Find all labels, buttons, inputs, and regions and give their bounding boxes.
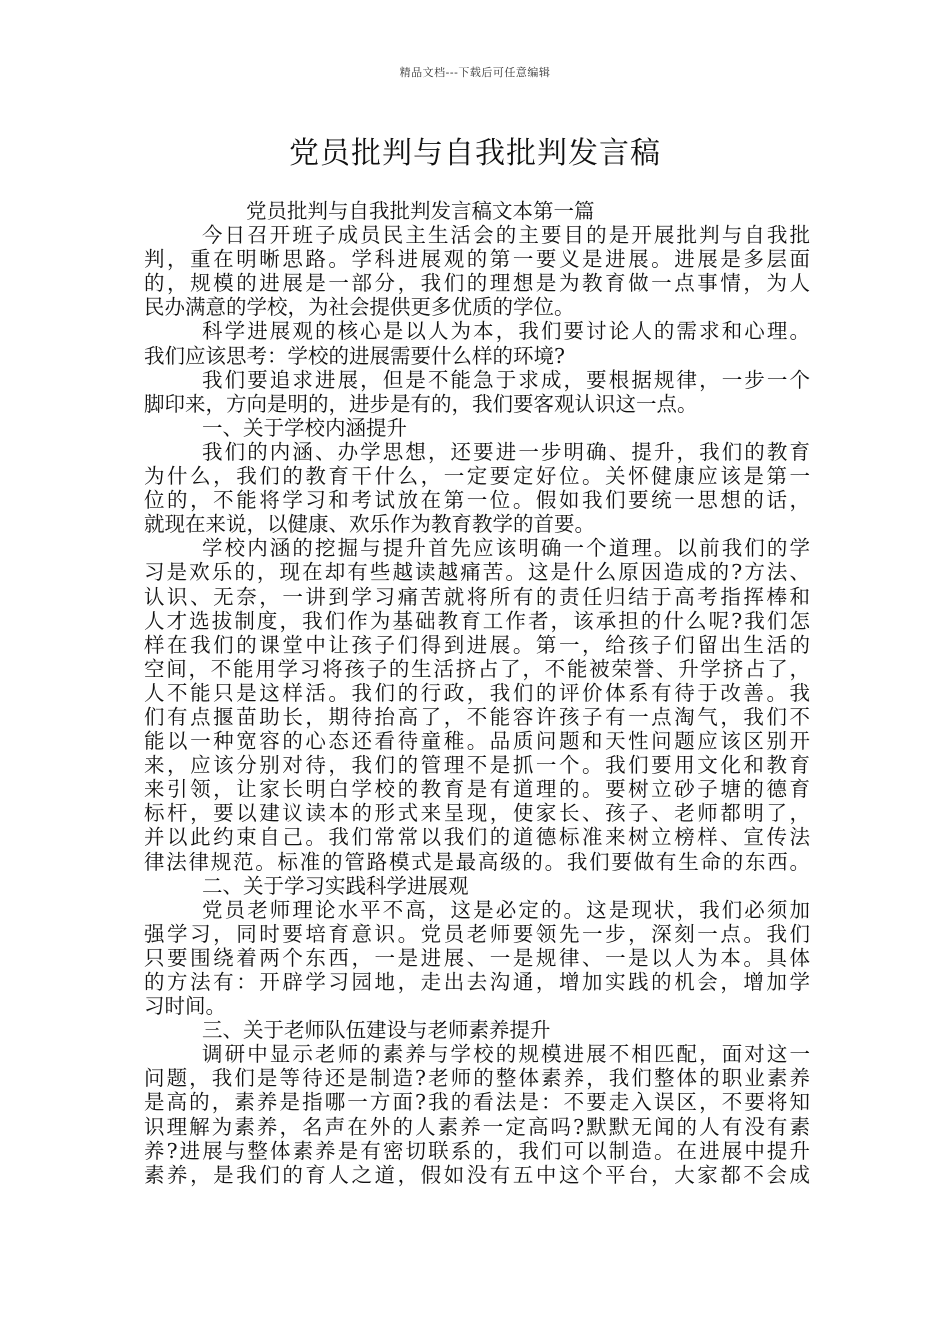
text-line: 三、关于老师队伍建设与老师素养提升 (202, 1018, 551, 1043)
text-line: 科学进展观的核心是以人为本，我们要讨论人的需求和心理。 (202, 319, 810, 344)
text-line: 来，应该分别对待，我们的管理不是抓一个。我们要用文化和教育 (144, 753, 810, 778)
text-line: 空间，不能用学习将孩子的生活挤占了，不能被荣誉、升学挤占了， (144, 656, 810, 681)
text-line: 党员批判与自我批判发言稿文本第一篇 (246, 199, 595, 223)
text-line: 来引领，让家长明白学校的教育是有道理的。要树立砂子塘的德育 (144, 777, 810, 802)
text-line: 党员老师理论水平不高，这是必定的。这是现状，我们必须加 (202, 897, 810, 922)
text-line: 能以一种宽容的心态还看待童稚。品质问题和天性问题应该区别开 (144, 729, 810, 754)
text-line: 一、关于学校内涵提升 (202, 415, 407, 440)
text-line: 我们应该思考：学校的进展需要什么样的环境? (144, 343, 565, 368)
text-line: 律法律规范。标准的管路模式是最高级的。我们要做有生命的东西。 (144, 849, 810, 874)
text-line: 问题，我们是等待还是制造?老师的整体素养，我们整体的职业素养 (144, 1066, 810, 1091)
text-line: 学校内涵的挖掘与提升首先应该明确一个道理。以前我们的学 (202, 536, 810, 561)
text-line: 民办满意的学校，为社会提供更多优质的学位。 (144, 295, 575, 320)
text-line: 就现在来说，以健康、欢乐作为教育教学的首要。 (144, 512, 595, 537)
text-line: 我们要追求进展，但是不能急于求成，要根据规律，一步一个 (202, 367, 810, 392)
text-line: 的，规模的进展是一部分，我们的理想是为教育做一点事情，为人 (144, 271, 810, 296)
text-line: 二、关于学习实践科学进展观 (202, 873, 469, 898)
text-line: 标杆，要以建议读本的形式来呈现，使家长、孩子、老师都明了， (144, 801, 810, 826)
text-line: 们有点揠苗助长，期待抬高了，不能容许孩子有一点淘气，我们不 (144, 704, 810, 729)
document-title: 党员批判与自我批判发言稿 (289, 136, 661, 171)
text-line: 脚印来，方向是明的，进步是有的，我们要客观认识这一点。 (144, 391, 698, 416)
text-line: 并以此约束自己。我们常常以我们的道德标准来树立榜样、宣传法 (144, 825, 810, 850)
text-line: 样在我们的课堂中让孩子们得到进展。第一，给孩子们留出生活的 (144, 632, 810, 657)
text-line: 只要围绕着两个东西，一是进展、一是规律、一是以人为本。具体 (144, 945, 810, 970)
text-line: 调研中显示老师的素养与学校的规模进展不相匹配，面对这一 (202, 1042, 810, 1067)
text-line: 习时间。 (144, 994, 226, 1019)
text-line: 人才选拔制度，我们作为基础教育工作者，该承担的什么呢?我们怎 (144, 608, 810, 633)
text-line: 判，重在明晰思路。学科进展观的第一要义是进展。进展是多层面 (144, 247, 810, 272)
text-line: 强学习，同时要培育意识。党员老师要领先一步，深刻一点。我们 (144, 921, 810, 946)
text-line: 我们的内涵、办学思想，还要进一步明确、提升，我们的教育 (202, 439, 810, 464)
text-line: 人不能只是这样活。我们的行政，我们的评价体系有待于改善。我 (144, 680, 810, 705)
text-line: 今日召开班子成员民主生活会的主要目的是开展批判与自我批 (202, 223, 810, 248)
document-body (144, 199, 810, 1187)
text-line: 为什么，我们的教育干什么，一定要定好位。关怀健康应该是第一 (144, 464, 810, 489)
text-line: 是高的，素养是指哪一方面?我的看法是：不要走入误区，不要将知 (144, 1090, 810, 1115)
text-line: 识理解为素养，名声在外的人素养一定高吗?默默无闻的人有没有素 (144, 1114, 810, 1139)
text-line: 素养，是我们的育人之道，假如没有五中这个平台，大家都不会成 (144, 1162, 810, 1187)
text-line: 的方法有：开辟学习园地，走出去沟通，增加实践的机会，增加学 (144, 970, 810, 994)
text-line: 习是欢乐的，现在却有些越读越痛苦。这是什么原因造成的?方法、 (144, 560, 810, 585)
text-line: 认识、无奈，一讲到学习痛苦就将所有的责任归结于高考指挥棒和 (144, 584, 810, 609)
header-note: 精品文档---下载后可任意编辑 (399, 66, 551, 79)
text-line: 养?进展与整体素养是有密切联系的，我们可以制造。在进展中提升 (144, 1138, 810, 1163)
text-line: 位的，不能将学习和考试放在第一位。假如我们要统一思想的话， (144, 488, 810, 513)
